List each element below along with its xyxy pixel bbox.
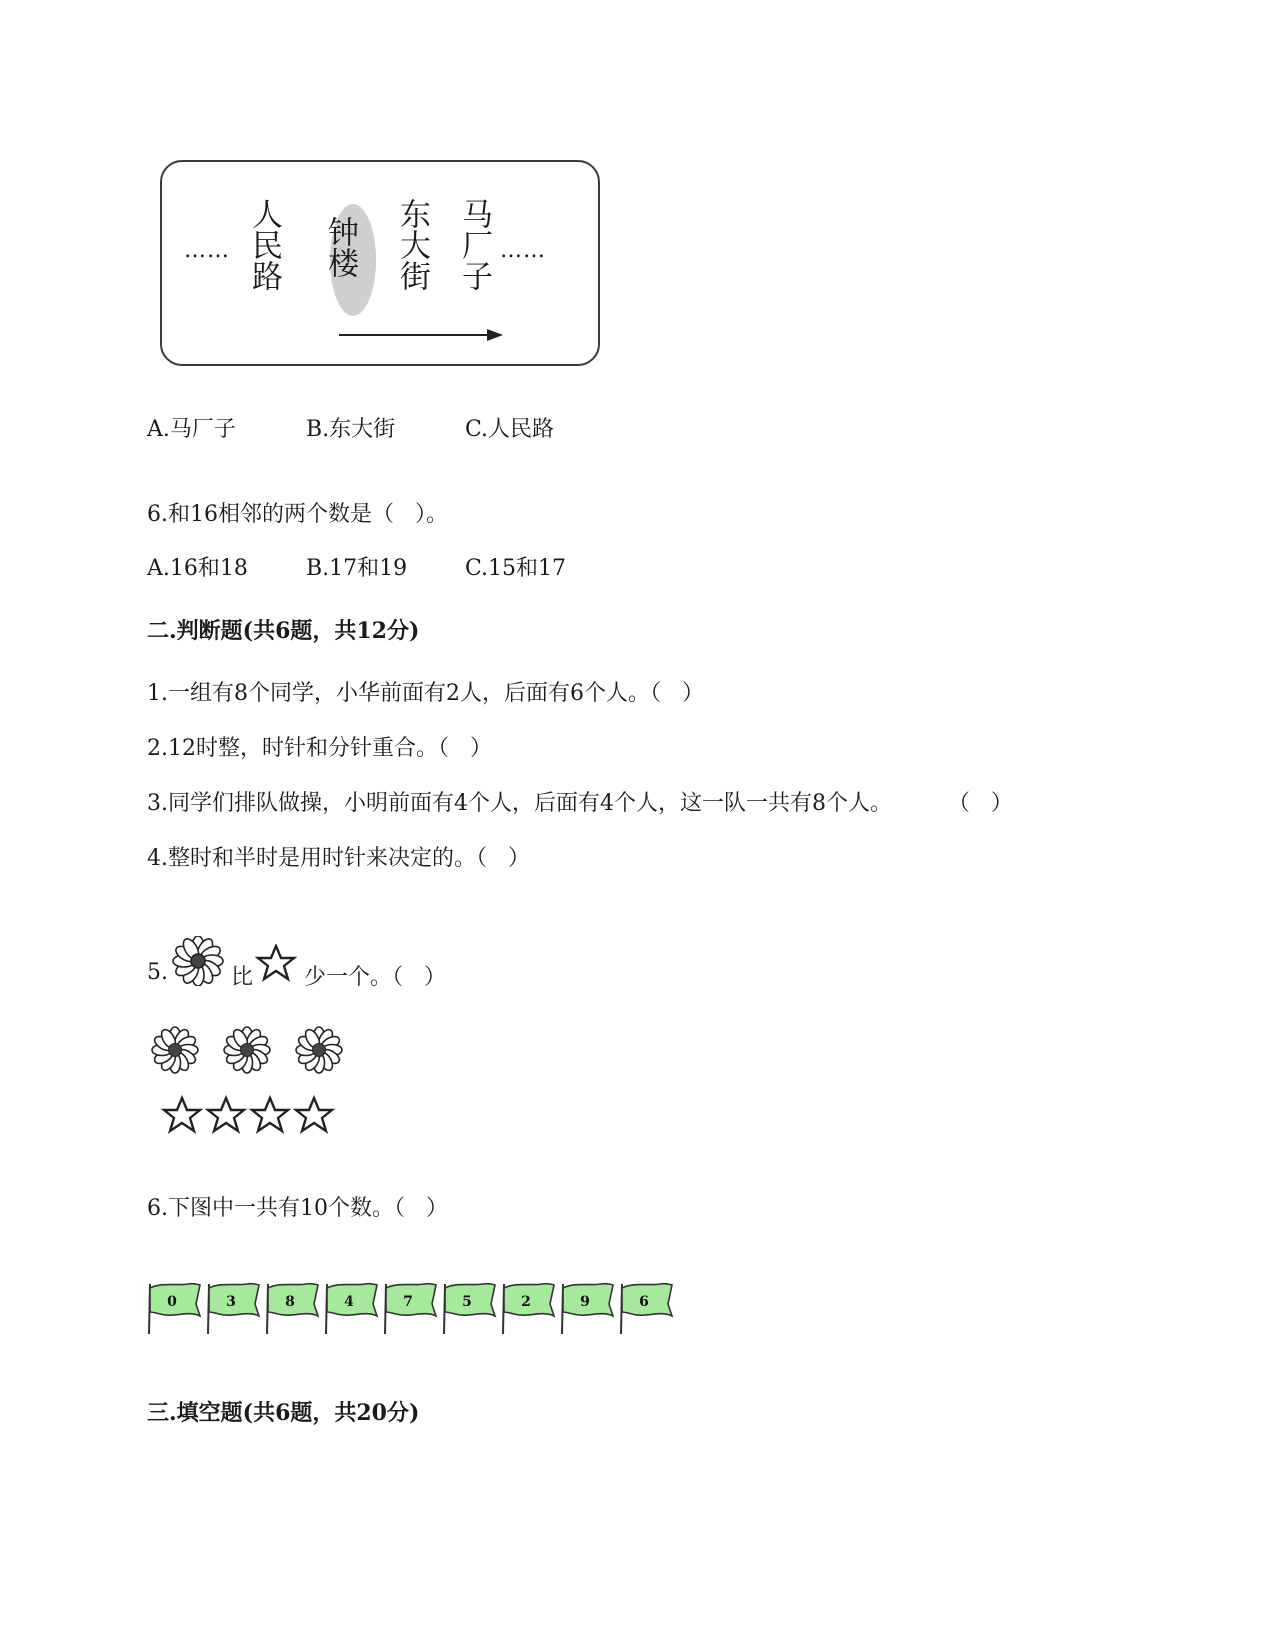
star-row [160, 1092, 340, 1144]
star-row-svg [160, 1092, 340, 1140]
flag-icon [621, 1284, 672, 1334]
flag-number: 9 [580, 1294, 590, 1310]
judgement-item-1: 1.一组有8个同学，小华前面有2人，后面有6个人。（ ） [147, 681, 704, 706]
star-icon [296, 1098, 332, 1131]
flag-icon [326, 1284, 377, 1334]
item5-suffix: 少一个。（ ） [297, 965, 446, 990]
flag-number: 7 [403, 1294, 413, 1310]
q6-option-a: A.16和18 [147, 556, 248, 581]
question-6-text: 6.和16相邻的两个数是（ ）。 [147, 502, 448, 527]
flower-icon [167, 936, 229, 986]
map-dots-left: …… [184, 238, 230, 263]
flag-icon [562, 1284, 613, 1334]
star-icon [252, 1098, 288, 1131]
street-label-machangzi: 马厂子 [456, 198, 492, 291]
flag-number: 2 [521, 1294, 531, 1310]
item5-middle: 比 [231, 965, 254, 990]
option-b: B.东大街 [306, 417, 396, 442]
flag-row-svg [144, 1278, 684, 1338]
flag-icon [208, 1284, 259, 1334]
landmark-label-zhonglou: 钟楼 [322, 216, 358, 278]
street-map-figure [160, 160, 600, 366]
judgement-item-3: 3.同学们排队做操，小明前面有4个人，后面有4个人，这一队一共有8个人。 （ ） [147, 791, 1013, 816]
section-heading-judgement: 二.判断题(共6题，共12分) [147, 618, 420, 644]
flag-icon [385, 1284, 436, 1334]
flag-icon [444, 1284, 495, 1334]
flag-row [144, 1278, 684, 1342]
street-label-dongdajie: 东大街 [394, 198, 430, 291]
flag-number: 8 [285, 1294, 295, 1310]
q6-option-b: B.17和19 [306, 556, 408, 581]
direction-arrow-icon [337, 327, 507, 343]
flower-icon [296, 1027, 342, 1073]
judgement-item-2: 2.12时整，时针和分针重合。（ ） [147, 736, 492, 761]
judgement-item-4: 4.整时和半时是用时针来决定的。（ ） [147, 846, 530, 871]
star-icon [255, 944, 297, 984]
street-label-renmin: 人民路 [246, 198, 282, 291]
option-a: A.马厂子 [147, 417, 236, 442]
flag-icon [503, 1284, 554, 1334]
flower-icon [224, 1027, 270, 1073]
flag-number: 3 [226, 1294, 236, 1310]
flag-number: 4 [344, 1294, 354, 1310]
flag-icon [149, 1284, 200, 1334]
star-icon [164, 1098, 200, 1131]
flower-row-svg [145, 1022, 360, 1078]
flower-icon [152, 1027, 198, 1073]
option-c: C.人民路 [465, 417, 555, 442]
flag-number: 0 [167, 1294, 177, 1310]
section-heading-fill-blank: 三.填空题(共6题，共20分) [147, 1400, 420, 1426]
flag-number: 6 [639, 1294, 649, 1310]
judgement-item-6: 6.下图中一共有10个数。（ ） [147, 1196, 448, 1221]
star-icon [208, 1098, 244, 1131]
map-dots-right: …… [500, 238, 546, 263]
q6-option-c: C.15和17 [465, 556, 567, 581]
item5-prefix: 5. [147, 960, 168, 985]
flower-row [145, 1022, 360, 1082]
flag-number: 5 [462, 1294, 472, 1310]
flag-icon [267, 1284, 318, 1334]
